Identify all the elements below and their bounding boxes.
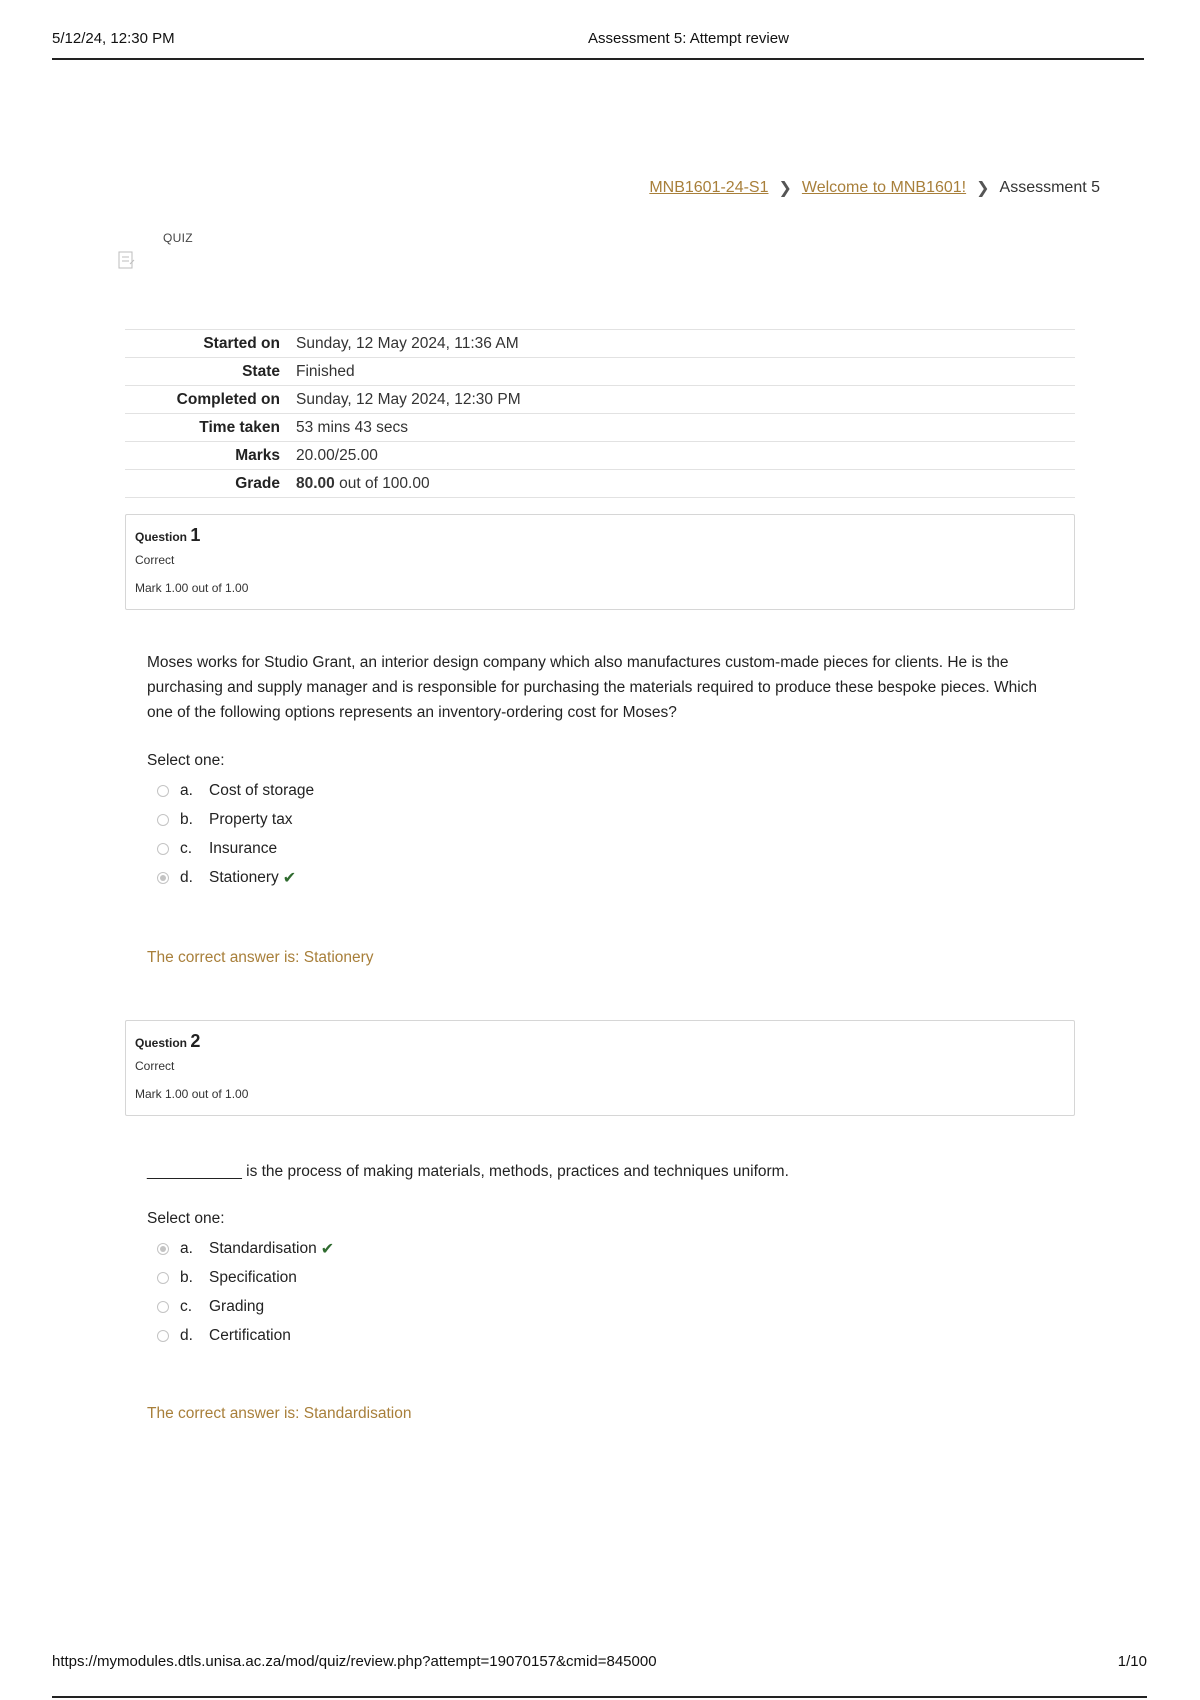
breadcrumb-section-link[interactable]: Welcome to MNB1601! xyxy=(801,179,967,196)
print-url: https://mymodules.dtls.unisa.ac.za/mod/quiz/review.php?attempt=19070157&cmid=845000 xyxy=(52,1653,657,1670)
breadcrumb-current: Assessment 5 xyxy=(999,179,1100,196)
select-one-prompt: Select one: xyxy=(147,1210,225,1227)
summary-label: Grade xyxy=(125,470,296,498)
answer-option-a[interactable] xyxy=(157,776,314,805)
answer-options xyxy=(157,1234,334,1350)
summary-value: Sunday, 12 May 2024, 12:30 PM xyxy=(296,386,1075,414)
summary-value: Finished xyxy=(296,358,1075,386)
answer-text: Property tax xyxy=(209,810,293,828)
answer-text: Stationery xyxy=(209,868,279,886)
radio-button[interactable] xyxy=(157,1330,169,1342)
question-state: Correct xyxy=(135,1059,175,1073)
answer-letter: d. xyxy=(180,868,193,886)
summary-label: State xyxy=(125,358,296,386)
answer-letter: b. xyxy=(180,810,193,828)
chevron-right-icon: ❯ xyxy=(778,180,792,197)
summary-value: 53 mins 43 secs xyxy=(296,414,1075,442)
check-icon: ✔ xyxy=(282,869,297,887)
question-info-box xyxy=(125,514,1075,610)
summary-value xyxy=(296,470,1075,498)
correct-answer-feedback: The correct answer is: Stationery xyxy=(147,949,374,966)
answer-text: Specification xyxy=(209,1268,297,1286)
chevron-right-icon: ❯ xyxy=(976,180,990,197)
summary-label: Time taken xyxy=(125,414,296,442)
question-number-value: 1 xyxy=(190,525,201,545)
correct-answer-feedback: The correct answer is: Standardisation xyxy=(147,1405,412,1422)
question-label: Question xyxy=(135,530,188,544)
answer-text: Insurance xyxy=(209,839,278,857)
answer-text: Standardisation xyxy=(209,1239,317,1257)
check-icon: ✔ xyxy=(320,1240,335,1258)
answer-option-c[interactable] xyxy=(157,1292,334,1321)
summary-row xyxy=(125,330,1075,358)
answer-option-b[interactable] xyxy=(157,805,314,834)
summary-label: Completed on xyxy=(125,386,296,414)
attempt-summary-table xyxy=(125,329,1075,498)
grade-max: out of 100.00 xyxy=(334,474,430,492)
print-page-number: 1/10 xyxy=(1117,1653,1147,1670)
radio-button[interactable] xyxy=(157,1272,169,1284)
answer-text: Grading xyxy=(209,1297,265,1315)
summary-row xyxy=(125,414,1075,442)
quiz-icon xyxy=(118,250,136,270)
question-number-value: 2 xyxy=(190,1031,201,1051)
print-title: Assessment 5: Attempt review xyxy=(588,30,789,47)
question-text: Moses works for Studio Grant, an interior design company which also manufactures custom-made pieces for clients. He is the purchasing and supply manager and is responsible for purchasing the materials required to produce these bespoke pieces. Which one of the following options represents an inventory-ordering cost for Moses? xyxy=(147,654,1038,721)
answer-option-a[interactable] xyxy=(157,1234,334,1263)
print-header xyxy=(52,28,1144,60)
question-state: Correct xyxy=(135,553,175,567)
question-number xyxy=(135,1031,200,1052)
print-footer xyxy=(52,1652,1147,1698)
breadcrumb xyxy=(649,178,1100,198)
activity-type-label: QUIZ xyxy=(163,231,193,245)
radio-button-selected[interactable] xyxy=(157,1243,169,1255)
grade-value: 80.00 xyxy=(296,474,335,492)
answer-option-c[interactable] xyxy=(157,834,314,863)
answer-option-d[interactable] xyxy=(157,863,314,892)
summary-row xyxy=(125,358,1075,386)
radio-button[interactable] xyxy=(157,814,169,826)
question-grade: Mark 1.00 out of 1.00 xyxy=(135,581,249,595)
summary-row xyxy=(125,386,1075,414)
summary-row xyxy=(125,442,1075,470)
print-date: 5/12/24, 12:30 PM xyxy=(52,30,175,47)
answer-letter: d. xyxy=(180,1326,193,1344)
answer-option-d[interactable] xyxy=(157,1321,334,1350)
question-grade: Mark 1.00 out of 1.00 xyxy=(135,1087,249,1101)
radio-button[interactable] xyxy=(157,1301,169,1313)
radio-button[interactable] xyxy=(157,843,169,855)
question-number xyxy=(135,525,200,546)
radio-button-selected[interactable] xyxy=(157,872,169,884)
radio-button[interactable] xyxy=(157,785,169,797)
answer-text: Certification xyxy=(209,1326,291,1344)
answer-letter: c. xyxy=(180,839,193,857)
answer-options xyxy=(157,776,314,892)
summary-value: 20.00/25.00 xyxy=(296,442,1075,470)
answer-text: Cost of storage xyxy=(209,781,315,799)
answer-letter: a. xyxy=(180,1239,193,1257)
question-info-box xyxy=(125,1020,1075,1116)
select-one-prompt: Select one: xyxy=(147,752,225,769)
answer-option-b[interactable] xyxy=(157,1263,334,1292)
answer-letter: b. xyxy=(180,1268,193,1286)
summary-label: Started on xyxy=(125,330,296,358)
breadcrumb-course-link[interactable]: MNB1601-24-S1 xyxy=(649,179,769,196)
summary-label: Marks xyxy=(125,442,296,470)
answer-letter: c. xyxy=(180,1297,193,1315)
question-text: ___________ is the process of making materials, methods, practices and techniques uniform. xyxy=(147,1163,789,1180)
summary-value: Sunday, 12 May 2024, 11:36 AM xyxy=(296,330,1075,358)
summary-row xyxy=(125,470,1075,498)
answer-letter: a. xyxy=(180,781,193,799)
question-label: Question xyxy=(135,1036,188,1050)
